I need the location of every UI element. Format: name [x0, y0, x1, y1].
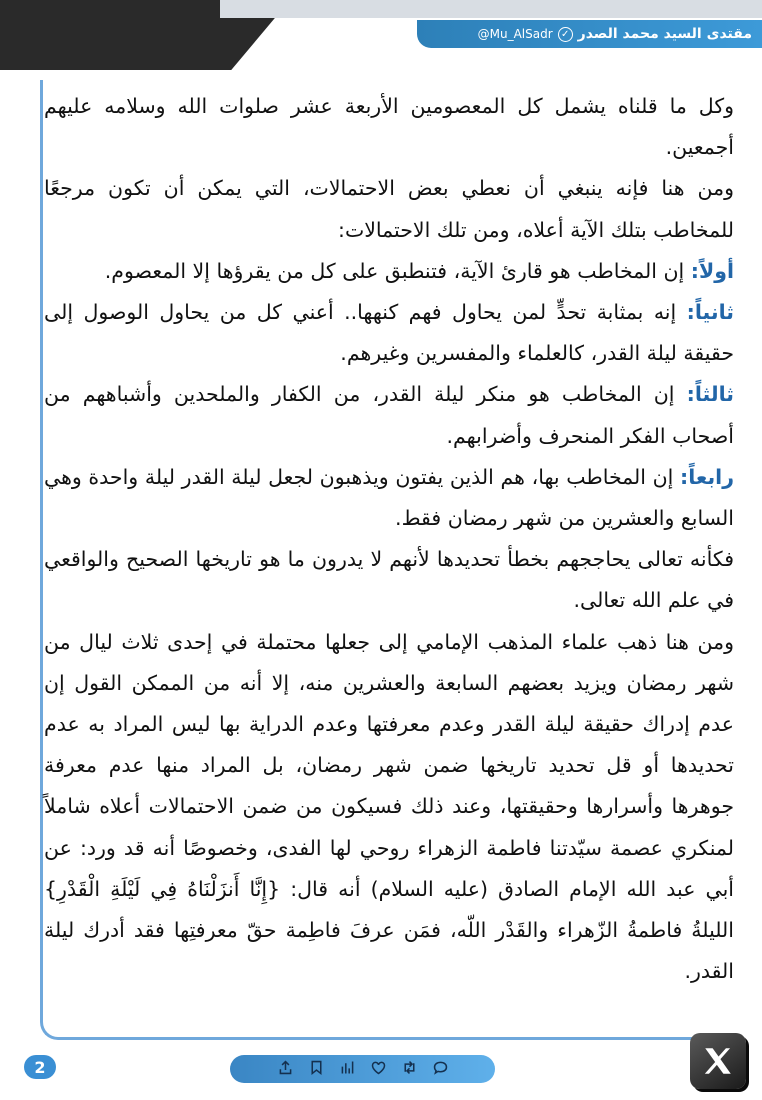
action-bar [230, 1055, 495, 1083]
item-label: ثالثاً: [686, 382, 734, 407]
article-body [44, 86, 734, 992]
item-label: رابعاً: [680, 464, 734, 489]
paragraph: ومن هنا ذهب علماء المذهب الإمامي إلى جعلها محتملة في إحدى ثلاث ليال من شهر رمضان ويزيد بعضهم السابعة والعشرين منه، إلا أنه من الممكن القول إن عدم إدراك حقيقة ليلة القدر وعدم معرفتها وعدم الدراية بها ليس المراد به عدم تحديدها أو قل تحديد تاريخها ضمن شهر رمضان، بل المراد منها عدم معرفة جوهرها وأسرارها وحقيقتها، وعند ذلك فسيكون من ضمن الاحتمالات أعلاه شاملاً لمنكري عصمة سيّدتنا فاطمة الزهراء روحي لها الفدى، وخصوصًا أنه قد ورد: عن أبي عبد الله الإمام الصادق (عليه السلام) أنه قال: {إِنَّا أَنزَلْنَاهُ فِي لَيْلَةِ الْقَدْرِ} الليلةُ فاطمةُ الزّهراء والقَدْر اللّه، فمَن عرفَ فاطِمة حقّ معرفتِها فقد أدرك ليلة القدر. [44, 629, 734, 984]
item-text: إن المخاطب هو منكر ليلة القدر، من الكفار والملحدين وأشباههم من أصحاب الفكر المنحرف وأضرابهم. [44, 382, 734, 448]
paragraph: وكل ما قلناه يشمل كل المعصومين الأربعة عشر صلوات الله وسلامه عليهم أجمعين. [44, 94, 734, 160]
paragraph: ومن هنا فإنه ينبغي أن نعطي بعض الاحتمالات، التي يمكن أن تكون مرجعًا للمخاطب بتلك الآية أعلاه، ومن تلك الاحتمالات: [44, 176, 734, 242]
x-logo-icon [690, 1033, 746, 1089]
item-text: إن المخاطب هو قارئ الآية، فتنطبق على كل من يقرؤها إلا المعصوم. [104, 258, 691, 283]
share-icon[interactable] [277, 1059, 294, 1080]
item-text: إن المخاطب بها، هم الذين يفتون ويذهبون لجعل ليلة القدر ليلة واحدة وهي السابع والعشرين من شهر رمضان فقط. [44, 464, 734, 531]
page-number: 2 [24, 1055, 56, 1079]
list-item [44, 251, 734, 292]
author-handle[interactable]: @Mu_AlSadr [477, 27, 553, 41]
item-text: إنه بمثابة تحدٍّ لمن يحاول فهم كنهها.. أعني كل من يحاول الوصول إلى حقيقة ليلة القدر، كالعلماء والمفسرين وغيرهم. [44, 300, 734, 366]
list-item [44, 374, 734, 456]
header-light-accent [220, 0, 762, 18]
bookmark-icon[interactable] [308, 1059, 325, 1080]
paragraph: فكأنه تعالى يحاججهم بخطأ تحديدها لأنهم لا يدرون ما هو تاريخها الصحيح والواقعي في علم الله تعالى. [44, 547, 734, 613]
item-label: ثانياً: [686, 300, 734, 325]
reply-icon[interactable] [432, 1059, 449, 1080]
author-header [417, 20, 762, 48]
like-icon[interactable] [370, 1059, 387, 1080]
verified-icon: ✓ [558, 27, 573, 42]
list-item [44, 457, 734, 539]
stats-icon[interactable] [339, 1059, 356, 1080]
list-item [44, 292, 734, 374]
item-label: أولاً: [690, 258, 734, 283]
author-name: مقتدى السيد محمد الصدر [577, 26, 752, 42]
retweet-icon[interactable] [401, 1059, 418, 1080]
